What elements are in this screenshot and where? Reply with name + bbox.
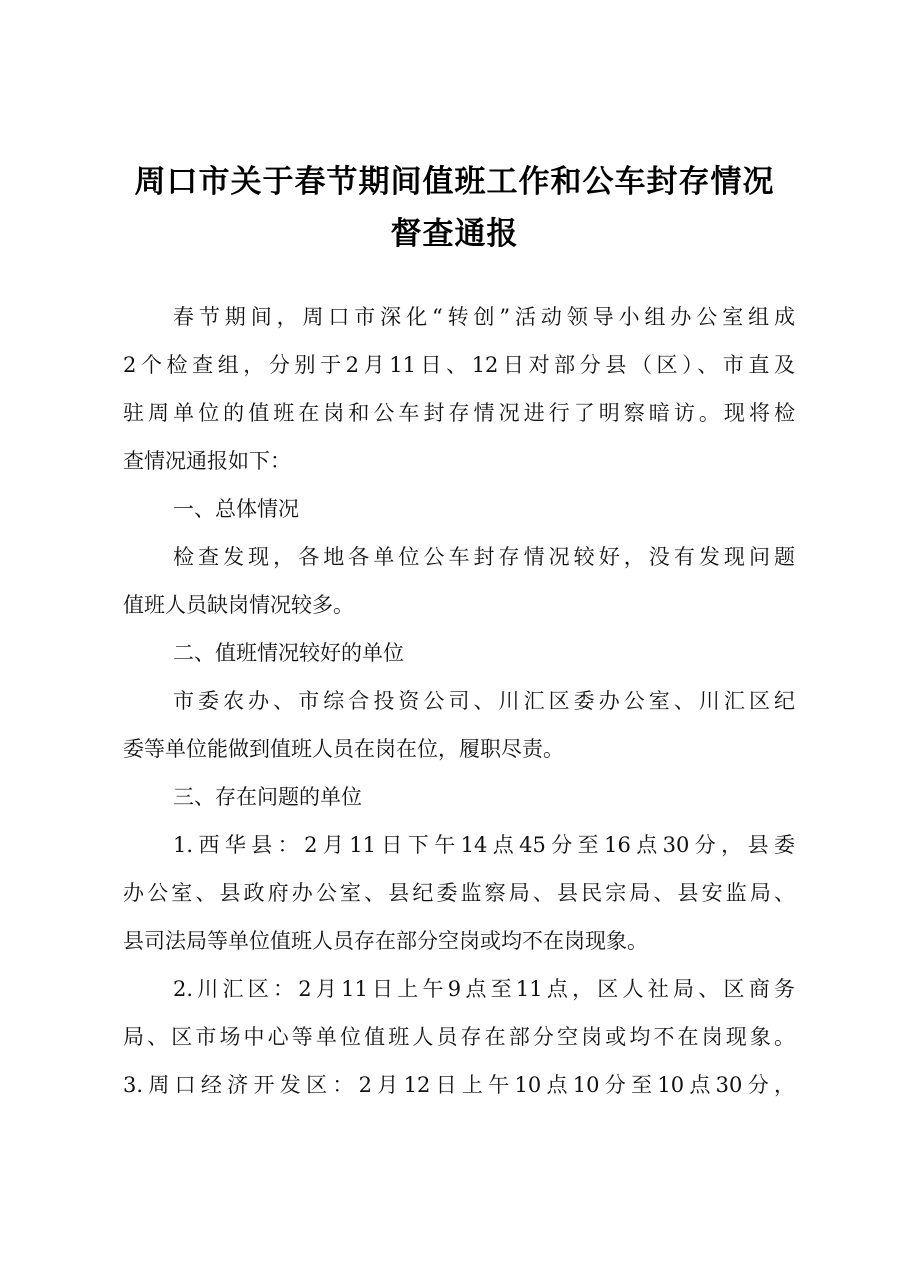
body-line: 市委农办、市综合投资公司、川汇区委办公室、川汇区纪 (173, 689, 795, 713)
document-title-line-1: 周口市关于春节期间值班工作和公车封存情况 (134, 164, 775, 200)
section-heading: 二、值班情况较好的单位 (173, 641, 404, 665)
body-line: 2个检查组，分别于2月11日、12日对部分县（区）、市直及 (123, 353, 795, 377)
document-title-line-2: 督查通报 (390, 216, 519, 252)
list-item-line: 办公室、县政府办公室、县纪委监察局、县民宗局、县安监局、 (123, 881, 795, 905)
body-line: 春节期间，周口市深化“转创”活动领导小组办公室组成 (173, 305, 795, 329)
body-line: 驻周单位的值班在岗和公车封存情况进行了明察暗访。现将检 (123, 401, 795, 425)
body-line: 值班人员缺岗情况较多。 (123, 593, 354, 617)
list-item-line: 2.川汇区：2月11日上午9点至11点，区人社局、区商务 (173, 977, 795, 1001)
body-line: 委等单位能做到值班人员在岗在位，履职尽责。 (123, 737, 564, 761)
section-heading: 三、存在问题的单位 (173, 785, 362, 809)
list-item-line: 1.西华县：2月11日下午14点45分至16点30分，县委 (173, 833, 795, 857)
body-line: 检查发现，各地各单位公车封存情况较好，没有发现问题 (173, 545, 795, 569)
list-item-line: 3.周口经济开发区：2月12日上午10点10分至10点30分， (123, 1073, 795, 1097)
list-item-line: 县司法局等单位值班人员存在部分空岗或均不在岗现象。 (123, 929, 648, 953)
body-line: 查情况通报如下： (123, 449, 291, 473)
list-item-line: 局、区市场中心等单位值班人员存在部分空岗或均不在岗现象。 (123, 1025, 795, 1049)
section-heading: 一、总体情况 (173, 497, 299, 521)
